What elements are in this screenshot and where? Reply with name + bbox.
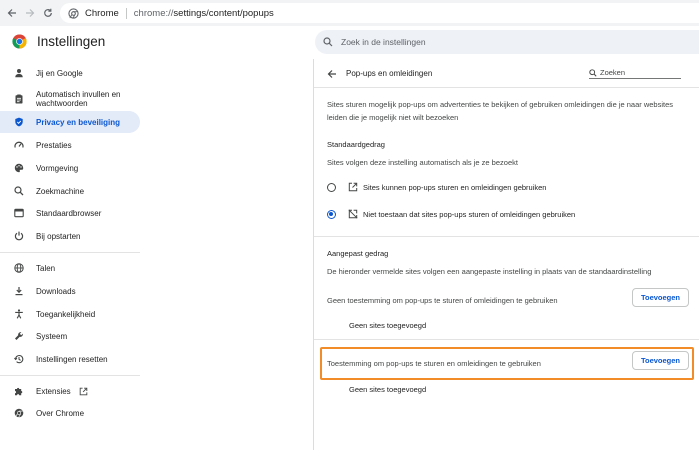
header-divider	[314, 87, 699, 88]
wrench-icon	[13, 331, 24, 342]
sidebar-item-label: Talen	[36, 263, 56, 273]
sidebar	[0, 59, 145, 450]
search-icon	[323, 37, 333, 47]
accessibility-icon	[13, 309, 24, 320]
page-title: Instellingen	[37, 34, 106, 49]
default-behavior-heading: Standaardgedrag	[327, 140, 385, 149]
sidebar-item-languages[interactable]	[0, 262, 140, 274]
person-icon	[13, 68, 24, 79]
search-icon	[589, 69, 597, 77]
settings-search-input[interactable]	[315, 30, 699, 54]
radio-label: Niet toestaan dat sites pop-ups sturen of omleidingen gebruiken	[363, 209, 576, 219]
sidebar-item-label: Vormgeving	[36, 163, 79, 173]
custom-behavior-heading: Aangepast gedrag	[327, 249, 389, 258]
sidebar-item-accessibility[interactable]	[0, 308, 140, 320]
download-icon	[13, 286, 24, 297]
radio-button-checked[interactable]	[327, 210, 336, 219]
radio-label: Sites kunnen pop-ups sturen en omleidingen gebruiken	[363, 182, 547, 192]
sidebar-item-label: Toegankelijkheid	[36, 309, 96, 319]
reload-icon[interactable]	[41, 6, 55, 20]
sidebar-item-label: Privacy en beveiliging	[36, 117, 121, 127]
sidebar-item-label: Systeem	[36, 331, 68, 341]
address-bar[interactable]	[60, 3, 699, 23]
history-icon	[13, 354, 24, 365]
sidebar-item-label: Downloads	[36, 286, 76, 296]
sidebar-item-autofill[interactable]	[0, 89, 140, 109]
search-icon	[13, 186, 24, 197]
sidebar-item-about-chrome[interactable]	[0, 407, 140, 419]
palette-icon	[13, 163, 24, 174]
subpage-search-placeholder: Zoeken	[600, 68, 626, 77]
sidebar-item-search-engine[interactable]	[0, 185, 140, 197]
puzzle-icon	[13, 386, 24, 397]
clipboard-icon	[13, 94, 24, 105]
allowed-empty-label: Geen sites toegevoegd	[349, 385, 427, 394]
sidebar-item-extensions[interactable]	[0, 385, 140, 397]
list-divider	[314, 339, 699, 340]
sidebar-item-label: Standaardbrowser	[36, 208, 102, 218]
sidebar-item-performance[interactable]	[0, 139, 140, 151]
add-blocked-site-button[interactable]: Toevoegen	[632, 288, 689, 307]
settings-header	[0, 26, 699, 59]
globe-icon	[13, 263, 24, 274]
url-path: settings/content/popups	[173, 7, 274, 19]
popups-settings-panel	[314, 59, 699, 450]
browser-toolbar	[0, 0, 699, 26]
forward-arrow-icon[interactable]	[23, 6, 37, 20]
page-description: Sites sturen mogelijk pop-ups om advertenties te bekijken of gebruiken omleidingen die je naar websites leiden die je mogelijk niet wilt bezoeken	[327, 100, 674, 122]
sidebar-item-label: Prestaties	[36, 140, 72, 150]
external-link-icon	[79, 387, 88, 396]
search-placeholder: Zoek in de instellingen	[341, 37, 426, 47]
block-popup-icon	[348, 209, 358, 219]
add-allowed-site-button[interactable]: Toevoegen	[632, 351, 689, 370]
sidebar-item-system[interactable]	[0, 330, 140, 342]
subpage-title: Pop-ups en omleidingen	[346, 69, 433, 78]
sidebar-item-appearance[interactable]	[0, 162, 140, 174]
custom-behavior-description: De hieronder vermelde sites volgen een aangepaste instelling in plaats van de standaardinstelling	[327, 267, 652, 276]
sidebar-item-label: Automatisch invullen en wachtwoorden	[36, 90, 121, 108]
radio-allow-popups[interactable]	[327, 182, 546, 192]
sidebar-item-you-and-google[interactable]	[0, 67, 140, 79]
sidebar-item-on-startup[interactable]	[0, 230, 140, 242]
back-arrow-icon[interactable]	[327, 69, 337, 79]
open-in-new-icon	[348, 182, 358, 192]
sidebar-item-label: Jij en Google	[36, 68, 83, 78]
chrome-icon	[13, 408, 24, 419]
blocked-empty-label: Geen sites toegevoegd	[349, 321, 427, 330]
blocked-list-label: Geen toestemming om pop-ups te sturen of omleidingen te gebruiken	[327, 296, 558, 305]
url-separator	[126, 8, 127, 19]
sidebar-item-label: Zoekmachine	[36, 186, 85, 196]
sidebar-item-label: Instellingen resetten	[36, 354, 108, 364]
sidebar-item-label: Extensies	[36, 386, 71, 396]
speedometer-icon	[13, 140, 24, 151]
sidebar-item-label: Bij opstarten	[36, 231, 81, 241]
browser-icon	[13, 208, 24, 219]
sidebar-divider	[0, 375, 140, 376]
chrome-logo-icon	[12, 34, 27, 49]
power-icon	[13, 231, 24, 242]
sidebar-item-label: Over Chrome	[36, 408, 85, 418]
section-divider	[314, 236, 699, 237]
sidebar-item-privacy[interactable]	[0, 111, 140, 133]
sidebar-divider	[0, 252, 140, 253]
shield-icon	[13, 117, 24, 128]
url-scheme: chrome://	[133, 7, 174, 19]
chrome-site-icon	[68, 8, 79, 19]
radio-block-popups[interactable]	[327, 209, 575, 219]
subpage-search-input[interactable]	[589, 67, 681, 79]
sidebar-item-default-browser[interactable]	[0, 207, 140, 219]
allowed-list-label: Toestemming om pop-ups te sturen en omleidingen te gebruiken	[327, 359, 541, 368]
sidebar-item-reset-settings[interactable]	[0, 353, 140, 365]
sidebar-item-downloads[interactable]	[0, 285, 140, 297]
radio-button[interactable]	[327, 183, 336, 192]
back-arrow-icon[interactable]	[5, 6, 19, 20]
highlight-box	[320, 347, 694, 380]
default-behavior-description: Sites volgen deze instelling automatisch als je ze bezoekt	[327, 158, 518, 167]
site-label: Chrome	[85, 7, 119, 19]
